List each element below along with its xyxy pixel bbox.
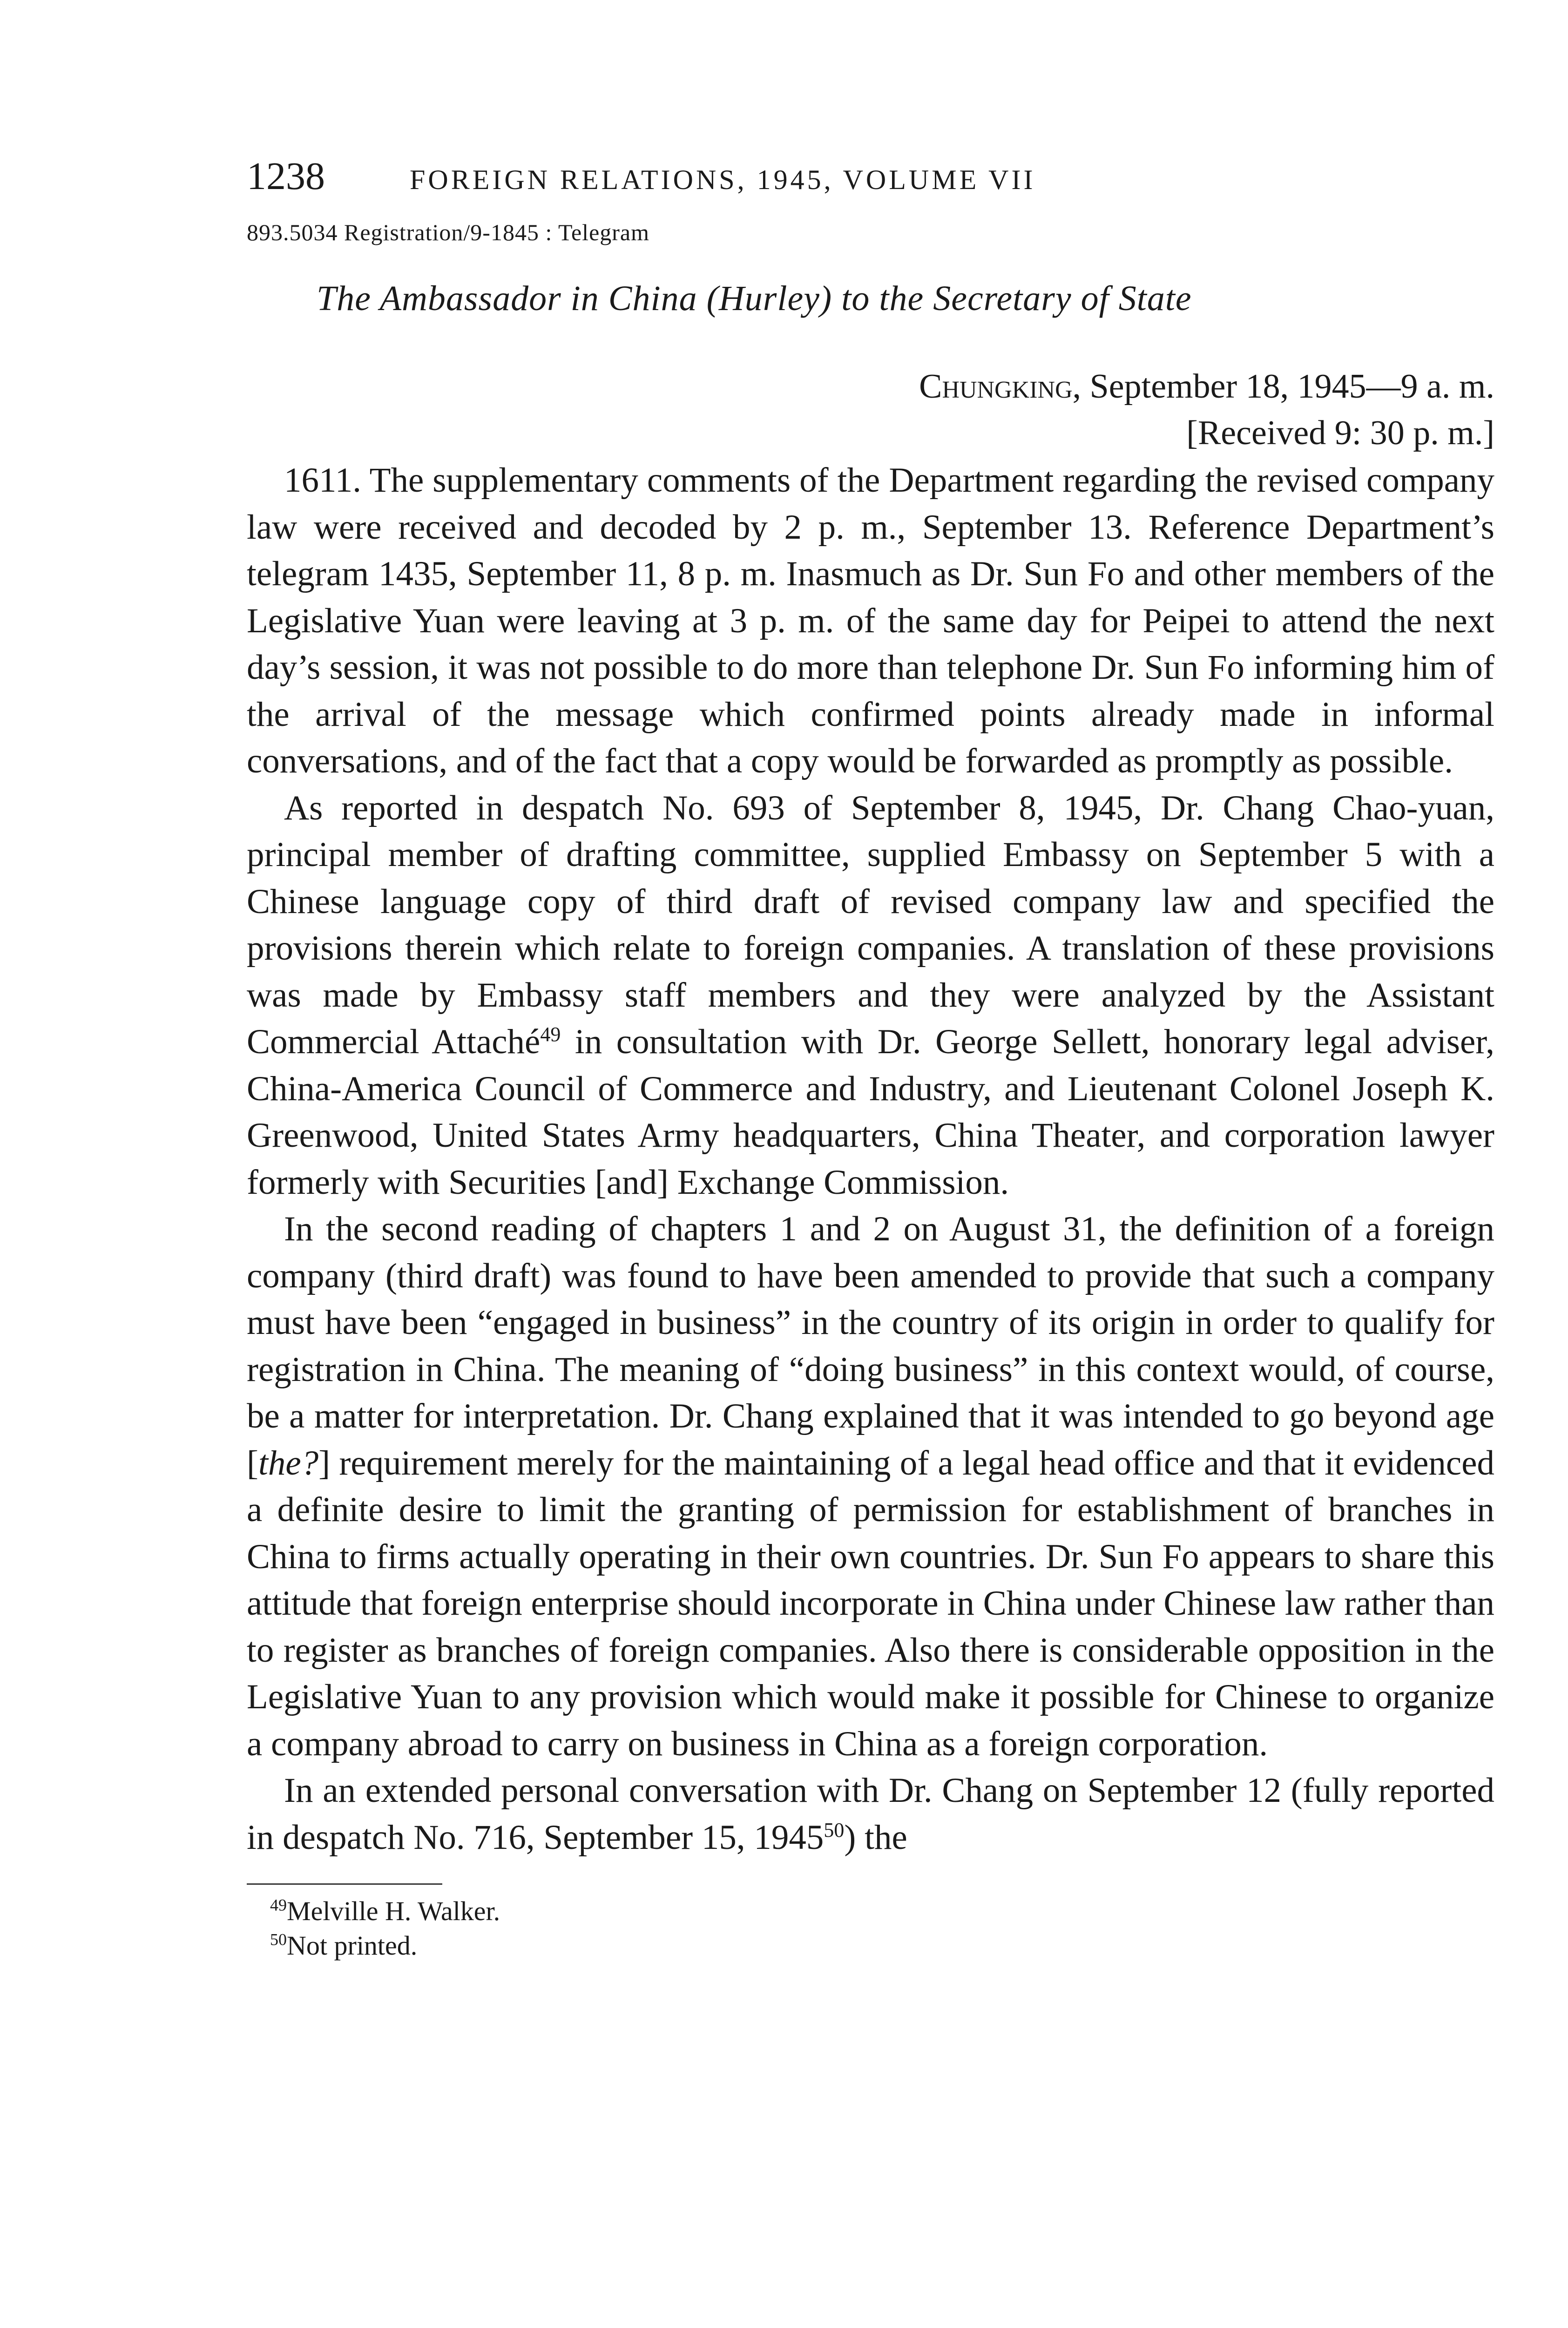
paragraph-3-text-a: In the second reading of chapters 1 and 2 on August 31, the definition of a foreign company (third draft) was found to have been amended to provide that such a company must have been “engaged in business” in the country of its origin in order to qualify for registration in China. The meaning of “doing business” in this context would, of course, be a matter for interpretation. Dr. Chang explained that it was intended to go beyond age [ xyxy=(247,1210,1494,1482)
paragraph-4-text-a: In an extended personal conversation with Dr. Chang on September 12 (fully reported in despatch No. 716, September 15, 1945 xyxy=(247,1771,1494,1857)
paragraph-3-text-b: ] requirement merely for the maintaining of a legal head office and that it evidenced a definite desire to limit the granting of permission for establishment of branches in China to firms actually operating in their own countries. Dr. Sun Fo appears to share this attitude that foreign enterprise should incorporate in China under Chinese law rather than to register as branches of foreign companies. Also there is considerable opposition in the Legislative Yuan to any provision which would make it possible for Chinese to organize a company abroad to carry on business in China as a foreign corporation. xyxy=(247,1443,1494,1763)
document-heading: The Ambassador in China (Hurley) to the Secretary of State xyxy=(317,279,1192,318)
paragraph-2 xyxy=(247,785,1494,1206)
footnote-ref-49: 49 xyxy=(540,1023,561,1046)
dateline-place: Chungking xyxy=(919,367,1073,406)
paragraph-2-text-a: As reported in despatch No. 693 of September 8, 1945, Dr. Chang Chao-yuan, principal member of drafting committee, supplied Embassy on September 5 with a Chinese language copy of third draft of revised company law and specified the provisions therein which relate to foreign companies. A translation of these provisions was made by Embassy staff members and they were analyzed by the Assistant Commercial Attaché xyxy=(247,788,1494,1061)
footnote-mark: 49 xyxy=(270,1895,287,1915)
dateline-date: , September 18, 1945—9 a. m. xyxy=(1072,367,1494,406)
paragraph-1: 1611. The supplementary comments of the Department regarding the revised company law were received and decoded by 2 p. m., September 13. Reference Department’s telegram 1435, September 11, 8 p. m. Inasmuch as Dr. Sun Fo and other members of the Legislative Yuan were leaving at 3 p. m. of the same day for Peipei to attend the next day’s session, it was not possible to do more than telephone Dr. Sun Fo informing him of the arrival of the message which confirmed points already made in informal conversations, and of the fact that a copy would be forwarded as promptly as possible. xyxy=(247,461,1494,780)
footnote-text: Melville H. Walker. xyxy=(287,1896,500,1926)
footnote-text: Not printed. xyxy=(287,1930,418,1961)
footnote-49 xyxy=(270,1894,1494,1929)
footnote-mark: 50 xyxy=(270,1930,287,1949)
file-reference: 893.5034 Registration/9-1845 : Telegram xyxy=(247,219,650,245)
footnote-ref-50: 50 xyxy=(824,1818,845,1841)
paragraph-2-text-b: in consultation with Dr. George Sellett, honorary legal adviser, China-America Council of Commerce and Industry, and Lieutenant Colonel Joseph K. Greenwood, United States Army headquarters, China Theater, and corporation lawyer formerly with Securities [and] Exchange Commission. xyxy=(247,1022,1494,1202)
body-text xyxy=(247,457,1494,1861)
paragraph-3 xyxy=(247,1206,1494,1767)
running-title: FOREIGN RELATIONS, 1945, VOLUME VII xyxy=(410,164,1036,195)
footnote-divider xyxy=(247,1883,442,1885)
footnotes xyxy=(270,1894,1494,1963)
dateline xyxy=(247,363,1494,410)
paragraph-4-text-b: ) the xyxy=(844,1818,907,1857)
footnote-50 xyxy=(270,1929,1494,1963)
page-number: 1238 xyxy=(247,155,325,198)
running-head xyxy=(247,154,1494,214)
document-page xyxy=(247,154,1494,1963)
paragraph-4 xyxy=(247,1767,1494,1861)
received-line: [Received 9: 30 p. m.] xyxy=(1186,414,1494,452)
paragraph-3-italic: the? xyxy=(258,1443,319,1482)
